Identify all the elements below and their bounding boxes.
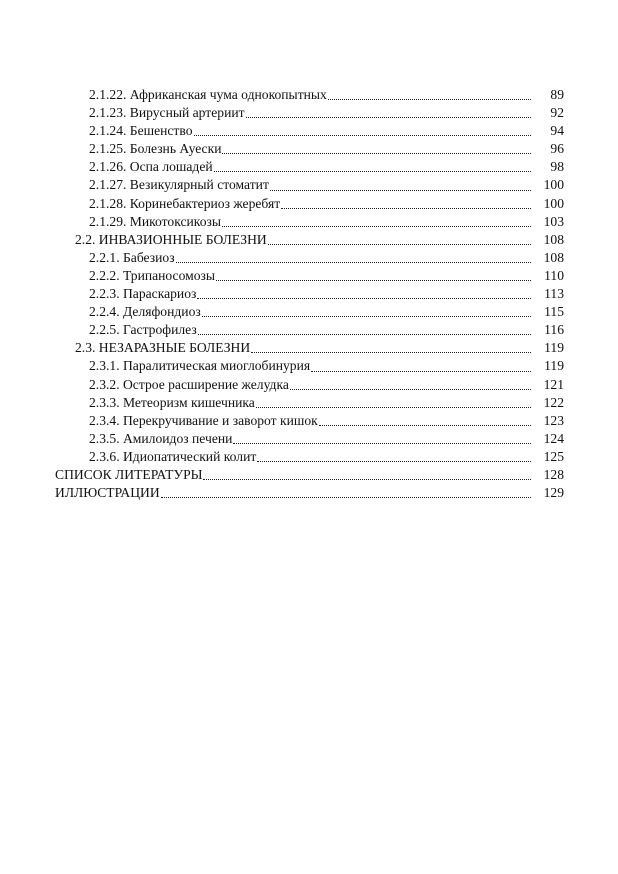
dot-leader bbox=[197, 297, 531, 299]
toc-entry-page-number: 128 bbox=[543, 466, 564, 482]
toc-entry[interactable] bbox=[0, 176, 618, 194]
toc-entry[interactable] bbox=[0, 321, 618, 339]
toc-entry[interactable] bbox=[0, 231, 618, 249]
toc-entry-line bbox=[89, 394, 618, 412]
toc-entry-title: 2.2.2. Трипаносомозы bbox=[89, 267, 216, 283]
toc-entry-page-number: 129 bbox=[543, 485, 564, 501]
dot-leader bbox=[222, 152, 531, 154]
toc-entry[interactable] bbox=[0, 86, 618, 104]
toc-entry-page-number: 124 bbox=[543, 430, 564, 446]
toc-entry[interactable] bbox=[0, 376, 618, 394]
toc-entry-page-number: 115 bbox=[544, 304, 564, 320]
toc-entry-title: 2.3. НЕЗАРАЗНЫЕ БОЛЕЗНИ bbox=[75, 340, 251, 356]
toc-entry-line bbox=[89, 122, 618, 140]
dot-leader bbox=[328, 98, 531, 100]
toc-entry-line bbox=[89, 249, 618, 267]
toc-entry-line bbox=[89, 303, 618, 321]
toc-entry-title: 2.2.5. Гастрофилез bbox=[89, 322, 197, 338]
toc-entry-line bbox=[75, 231, 618, 249]
toc-entry-page-number: 113 bbox=[544, 286, 564, 302]
toc-entry-title: 2.1.25. Болезнь Ауески bbox=[89, 141, 222, 157]
toc-entry-line bbox=[89, 86, 618, 104]
toc-entry-line bbox=[89, 321, 618, 339]
toc-entry[interactable] bbox=[0, 303, 618, 321]
toc-entry[interactable] bbox=[0, 448, 618, 466]
toc-entry[interactable] bbox=[0, 339, 618, 357]
toc-entry[interactable] bbox=[0, 466, 618, 484]
toc-entry[interactable] bbox=[0, 195, 618, 213]
toc-entry[interactable] bbox=[0, 412, 618, 430]
toc-entry-title: 2.2.1. Бабезиоз bbox=[89, 249, 175, 265]
toc-entry-title: 2.3.6. Идиопатический колит bbox=[89, 448, 257, 464]
toc-entry-line bbox=[89, 104, 618, 122]
toc-entry-page-number: 94 bbox=[550, 123, 564, 139]
dot-leader bbox=[222, 225, 531, 227]
toc-entry-page-number: 119 bbox=[544, 358, 564, 374]
toc-entry[interactable] bbox=[0, 249, 618, 267]
toc-entry-line bbox=[75, 339, 618, 357]
toc-entry-title: 2.3.3. Метеоризм кишечника bbox=[89, 394, 255, 410]
toc-entry-title: 2.1.26. Оспа лошадей bbox=[89, 159, 213, 175]
toc-entry-title: 2.3.5. Амилоидоз печени bbox=[89, 430, 233, 446]
toc-entry-line bbox=[89, 176, 618, 194]
toc-entry-line bbox=[89, 158, 618, 176]
toc-entry-title: 2.3.1. Паралитическая миоглобинурия bbox=[89, 358, 311, 374]
toc-entry-title: СПИСОК ЛИТЕРАТУРЫ bbox=[55, 466, 203, 482]
toc-entry-line bbox=[89, 213, 618, 231]
toc-entry[interactable] bbox=[0, 122, 618, 140]
dot-leader bbox=[256, 406, 531, 408]
toc-entry-page-number: 108 bbox=[543, 249, 564, 265]
toc-entry-title: 2.2.4. Деляфондиоз bbox=[89, 304, 201, 320]
toc-entry-title: 2.1.29. Микотоксикозы bbox=[89, 213, 222, 229]
toc-entry[interactable] bbox=[0, 430, 618, 448]
toc-entry-page-number: 110 bbox=[544, 267, 564, 283]
dot-leader bbox=[251, 351, 531, 353]
toc-entry-title: 2.2. ИНВАЗИОННЫЕ БОЛЕЗНИ bbox=[75, 231, 267, 247]
dot-leader bbox=[176, 261, 531, 263]
toc-entry-line bbox=[89, 357, 618, 375]
dot-leader bbox=[281, 207, 531, 209]
toc-entry-title: 2.1.23. Вирусный артериит bbox=[89, 105, 245, 121]
toc-entry-title: 2.1.28. Коринебактериоз жеребят bbox=[89, 195, 281, 211]
toc-entry-line bbox=[89, 267, 618, 285]
dot-leader bbox=[270, 189, 531, 191]
toc-entry[interactable] bbox=[0, 484, 618, 502]
toc-entry-line bbox=[55, 484, 618, 502]
toc-entry-title: 2.1.24. Бешенство bbox=[89, 123, 193, 139]
toc-entry-page-number: 100 bbox=[543, 195, 564, 211]
toc-entry-page-number: 123 bbox=[543, 412, 564, 428]
toc-entry-line bbox=[89, 430, 618, 448]
toc-entry-title: 2.3.4. Перекручивание и заворот кишок bbox=[89, 412, 318, 428]
toc-entry[interactable] bbox=[0, 158, 618, 176]
toc-entry[interactable] bbox=[0, 357, 618, 375]
toc-entry-line bbox=[89, 376, 618, 394]
toc-entry-page-number: 100 bbox=[543, 177, 564, 193]
dot-leader bbox=[194, 134, 532, 136]
toc-entry-title: 2.2.3. Параскариоз bbox=[89, 286, 197, 302]
dot-leader bbox=[290, 388, 531, 390]
toc-entry-title: ИЛЛЮСТРАЦИИ bbox=[55, 485, 160, 501]
toc-entry-line bbox=[55, 466, 618, 484]
dot-leader bbox=[202, 315, 531, 317]
toc-entry-page-number: 121 bbox=[543, 376, 564, 392]
toc-entry-title: 2.3.2. Острое расширение желудка bbox=[89, 376, 289, 392]
toc-entry-page-number: 98 bbox=[550, 159, 564, 175]
toc-entry[interactable] bbox=[0, 140, 618, 158]
toc-entry-line bbox=[89, 285, 618, 303]
toc-entry[interactable] bbox=[0, 104, 618, 122]
toc-entry[interactable] bbox=[0, 213, 618, 231]
dot-leader bbox=[268, 243, 531, 245]
toc-entry-line bbox=[89, 412, 618, 430]
dot-leader bbox=[203, 478, 531, 480]
toc-entry-page-number: 103 bbox=[543, 213, 564, 229]
toc-entry-page-number: 96 bbox=[550, 141, 564, 157]
toc-entry-page-number: 89 bbox=[550, 87, 564, 102]
dot-leader bbox=[246, 116, 531, 118]
toc-entry-line bbox=[89, 195, 618, 213]
toc-entry-page-number: 116 bbox=[544, 322, 564, 338]
toc-entry[interactable] bbox=[0, 394, 618, 412]
toc-entry-line bbox=[89, 140, 618, 158]
dot-leader bbox=[216, 279, 531, 281]
toc-entry[interactable] bbox=[0, 285, 618, 303]
toc-entry[interactable] bbox=[0, 267, 618, 285]
toc-entry-page-number: 108 bbox=[543, 231, 564, 247]
toc-entry-page-number: 92 bbox=[550, 105, 564, 121]
dot-leader bbox=[198, 333, 531, 335]
dot-leader bbox=[311, 370, 531, 372]
toc-entry-page-number: 119 bbox=[544, 340, 564, 356]
dot-leader bbox=[233, 442, 531, 444]
dot-leader bbox=[214, 170, 531, 172]
toc-entry-page-number: 122 bbox=[543, 394, 564, 410]
dot-leader bbox=[319, 424, 531, 426]
dot-leader bbox=[161, 496, 531, 498]
toc-entry-page-number: 125 bbox=[543, 448, 564, 464]
table-of-contents bbox=[0, 86, 618, 502]
toc-entry-title: 2.1.22. Африканская чума однокопытных bbox=[89, 87, 327, 102]
toc-entry-line bbox=[89, 448, 618, 466]
dot-leader bbox=[257, 460, 531, 462]
toc-entry-title: 2.1.27. Везикулярный стоматит bbox=[89, 177, 269, 193]
